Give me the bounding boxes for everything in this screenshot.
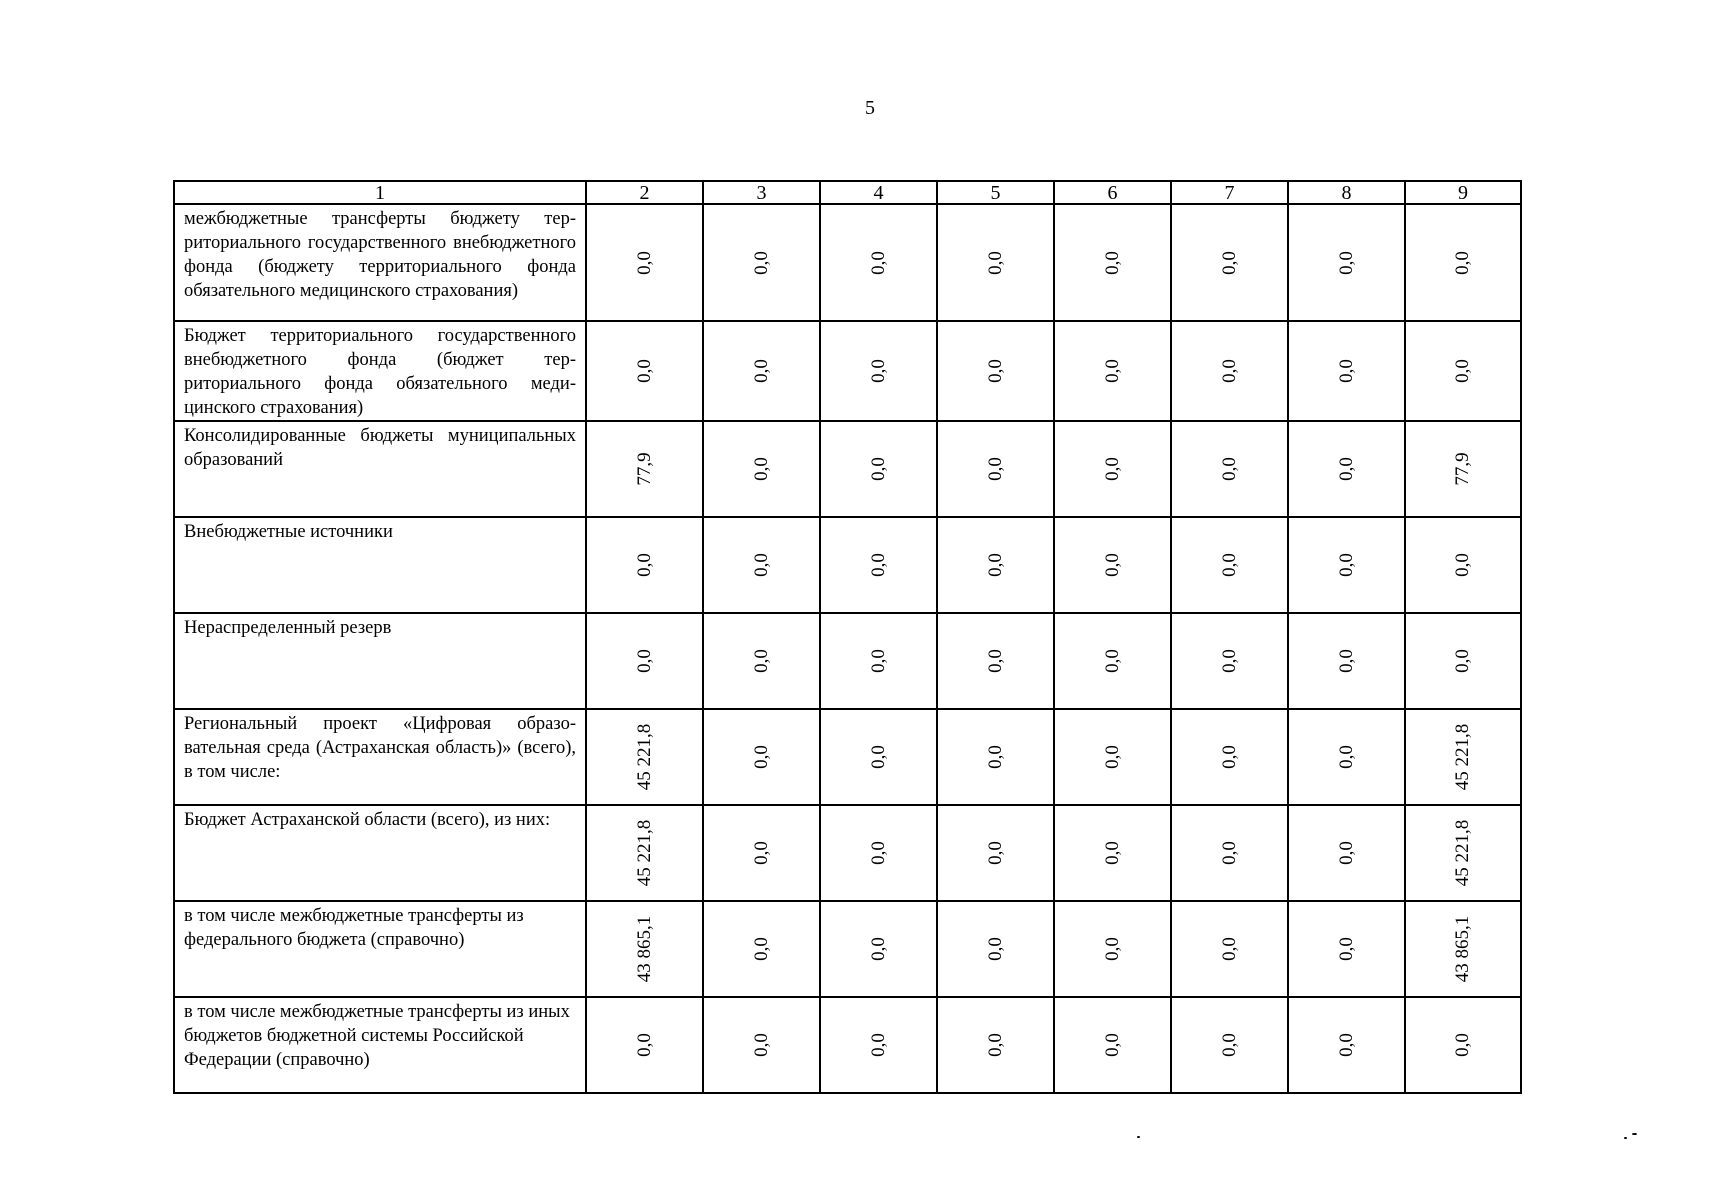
- cell-value: 0,0: [1101, 250, 1123, 275]
- value-cell: [1171, 805, 1288, 901]
- cell-value: 0,0: [984, 553, 1006, 577]
- value-cell: [1054, 517, 1171, 613]
- value-cell: [820, 517, 937, 613]
- cell-value: 0,0: [984, 937, 1006, 961]
- cell-value: 45 221,8: [633, 819, 655, 887]
- cell-value: 0,0: [1335, 649, 1357, 673]
- cell-value: 0,0: [750, 1033, 772, 1057]
- cell-value: 43 865,1: [633, 915, 655, 983]
- value-cell: [1054, 204, 1171, 321]
- value-cell: [1288, 613, 1405, 709]
- row-label: Бюджет территориального государственного внебюджетного фонда (бюджет территориального фонда обязательного медицинского страхования): [174, 321, 586, 421]
- cell-value: 0,0: [633, 553, 655, 577]
- value-cell: [1288, 709, 1405, 805]
- cell-value: 0,0: [867, 553, 889, 577]
- value-cell: [937, 901, 1054, 997]
- cell-value: 0,0: [1452, 1033, 1473, 1057]
- cell-value: 0,0: [750, 250, 772, 275]
- value-cell: [1405, 321, 1521, 421]
- value-cell: [1171, 321, 1288, 421]
- cell-value: 0,0: [984, 649, 1006, 673]
- value-cell: [937, 204, 1054, 321]
- cell-value: 0,0: [1452, 359, 1473, 383]
- table-row: [174, 997, 1521, 1093]
- value-cell: [1054, 421, 1171, 517]
- cell-value: 0,0: [867, 457, 889, 481]
- cell-value: 45 221,8: [1452, 819, 1473, 887]
- cell-value: 0,0: [1452, 250, 1473, 275]
- value-cell: [937, 517, 1054, 613]
- column-header: 7: [1171, 181, 1288, 204]
- cell-value: 0,0: [750, 553, 772, 577]
- cell-value: 0,0: [750, 841, 772, 865]
- scan-speck: [1624, 1137, 1627, 1139]
- column-header: 2: [586, 181, 703, 204]
- value-cell: [703, 204, 820, 321]
- row-label: Консолидированные бюджеты муниципальных образований: [174, 421, 586, 517]
- value-cell: [1171, 421, 1288, 517]
- cell-value: 0,0: [1101, 937, 1123, 961]
- value-cell: [1288, 997, 1405, 1093]
- table-row: [174, 709, 1521, 805]
- value-cell: [820, 204, 937, 321]
- scan-speck: [1632, 1133, 1637, 1135]
- cell-value: 0,0: [867, 1033, 889, 1057]
- value-cell: [820, 421, 937, 517]
- cell-value: 77,9: [1452, 452, 1473, 486]
- cell-value: 0,0: [1335, 841, 1357, 865]
- value-cell: [1054, 805, 1171, 901]
- value-cell: [1288, 517, 1405, 613]
- value-cell: [1405, 709, 1521, 805]
- value-cell: [1405, 517, 1521, 613]
- column-header: 1: [174, 181, 586, 204]
- cell-value: 0,0: [1101, 841, 1123, 865]
- cell-value: 0,0: [1218, 457, 1240, 481]
- cell-value: 0,0: [867, 841, 889, 865]
- cell-value: 0,0: [867, 359, 889, 383]
- value-cell: [937, 321, 1054, 421]
- column-header: 9: [1405, 181, 1521, 204]
- value-cell: [586, 805, 703, 901]
- value-cell: [703, 517, 820, 613]
- value-cell: [703, 613, 820, 709]
- scan-speck: [1137, 1136, 1140, 1138]
- value-cell: [586, 613, 703, 709]
- value-cell: [820, 901, 937, 997]
- value-cell: [1054, 709, 1171, 805]
- cell-value: 0,0: [1218, 649, 1240, 673]
- cell-value: 0,0: [867, 649, 889, 673]
- cell-value: 0,0: [984, 359, 1006, 383]
- cell-value: 0,0: [1101, 457, 1123, 481]
- cell-value: 0,0: [750, 649, 772, 673]
- column-header: 3: [703, 181, 820, 204]
- value-cell: [703, 805, 820, 901]
- table-row: [174, 613, 1521, 709]
- value-cell: [1288, 901, 1405, 997]
- column-header: 5: [937, 181, 1054, 204]
- cell-value: 0,0: [1218, 937, 1240, 961]
- value-cell: [1171, 517, 1288, 613]
- cell-value: 0,0: [750, 937, 772, 961]
- cell-value: 0,0: [1101, 649, 1123, 673]
- cell-value: 0,0: [1335, 553, 1357, 577]
- cell-value: 0,0: [1218, 1033, 1240, 1057]
- value-cell: [1405, 204, 1521, 321]
- cell-value: 77,9: [633, 452, 655, 486]
- value-cell: [820, 805, 937, 901]
- value-cell: [1171, 709, 1288, 805]
- value-cell: [1171, 613, 1288, 709]
- cell-value: 0,0: [1452, 553, 1473, 577]
- value-cell: [586, 709, 703, 805]
- value-cell: [703, 321, 820, 421]
- table-row: [174, 204, 1521, 321]
- cell-value: 0,0: [1335, 745, 1357, 769]
- row-label: в том числе межбюджетные трансферты из иных бюджетов бюджетной системы Российской Федерации (справочно): [174, 997, 586, 1093]
- column-header: 4: [820, 181, 937, 204]
- value-cell: [1054, 321, 1171, 421]
- cell-value: 0,0: [984, 745, 1006, 769]
- value-cell: [1405, 901, 1521, 997]
- value-cell: [1405, 421, 1521, 517]
- value-cell: [1171, 997, 1288, 1093]
- budget-table: [173, 180, 1522, 1094]
- value-cell: [937, 997, 1054, 1093]
- value-cell: [586, 421, 703, 517]
- column-header: 8: [1288, 181, 1405, 204]
- value-cell: [1054, 901, 1171, 997]
- value-cell: [703, 421, 820, 517]
- value-cell: [937, 421, 1054, 517]
- cell-value: 0,0: [633, 359, 655, 383]
- cell-value: 0,0: [1218, 553, 1240, 577]
- value-cell: [586, 997, 703, 1093]
- cell-value: 45 221,8: [633, 723, 655, 791]
- cell-value: 0,0: [984, 457, 1006, 481]
- cell-value: 0,0: [1218, 841, 1240, 865]
- value-cell: [937, 613, 1054, 709]
- value-cell: [820, 709, 937, 805]
- value-cell: [1405, 805, 1521, 901]
- value-cell: [1288, 321, 1405, 421]
- value-cell: [1171, 901, 1288, 997]
- row-label: межбюджетные трансферты бюджету территориального государственного внебюджетного фонда (бюджету территориального фонда обязательного медицинского страхования): [174, 204, 586, 321]
- column-header: 6: [1054, 181, 1171, 204]
- table-row: [174, 517, 1521, 613]
- value-cell: [1288, 204, 1405, 321]
- value-cell: [937, 805, 1054, 901]
- table-row: [174, 805, 1521, 901]
- value-cell: [586, 321, 703, 421]
- value-cell: [1171, 204, 1288, 321]
- cell-value: 0,0: [1335, 359, 1357, 383]
- cell-value: 0,0: [867, 937, 889, 961]
- cell-value: 0,0: [1101, 359, 1123, 383]
- value-cell: [1288, 805, 1405, 901]
- cell-value: 0,0: [1101, 1033, 1123, 1057]
- cell-value: 0,0: [984, 250, 1006, 275]
- row-label: в том числе межбюджетные трансферты из федерального бюджета (справочно): [174, 901, 586, 997]
- cell-value: 0,0: [1218, 250, 1240, 275]
- cell-value: 0,0: [1335, 937, 1357, 961]
- value-cell: [586, 517, 703, 613]
- row-label: Нераспределенный резерв: [174, 613, 586, 709]
- cell-value: 0,0: [984, 841, 1006, 865]
- cell-value: 0,0: [1101, 553, 1123, 577]
- value-cell: [820, 321, 937, 421]
- row-label: Бюджет Астраханской области (всего), из них:: [174, 805, 586, 901]
- cell-value: 0,0: [750, 457, 772, 481]
- table-row: [174, 321, 1521, 421]
- value-cell: [820, 997, 937, 1093]
- cell-value: 0,0: [1452, 649, 1473, 673]
- cell-value: 0,0: [1218, 359, 1240, 383]
- cell-value: 0,0: [1335, 250, 1357, 275]
- table-row: [174, 901, 1521, 997]
- row-label: Внебюджетные источники: [174, 517, 586, 613]
- cell-value: 0,0: [1335, 457, 1357, 481]
- value-cell: [1054, 613, 1171, 709]
- value-cell: [703, 901, 820, 997]
- page-number: 5: [865, 97, 875, 119]
- cell-value: 0,0: [1218, 745, 1240, 769]
- cell-value: 0,0: [633, 1033, 655, 1057]
- value-cell: [703, 997, 820, 1093]
- cell-value: 0,0: [867, 250, 889, 275]
- value-cell: [1054, 997, 1171, 1093]
- cell-value: 0,0: [867, 745, 889, 769]
- cell-value: 0,0: [1101, 745, 1123, 769]
- cell-value: 0,0: [633, 649, 655, 673]
- table-row: [174, 421, 1521, 517]
- cell-value: 0,0: [750, 359, 772, 383]
- value-cell: [703, 709, 820, 805]
- value-cell: [820, 613, 937, 709]
- cell-value: 0,0: [984, 1033, 1006, 1057]
- value-cell: [937, 709, 1054, 805]
- cell-value: 0,0: [1335, 1033, 1357, 1057]
- cell-value: 0,0: [633, 250, 655, 275]
- row-label: Региональный проект «Цифровая образовательная среда (Астраханская область)» (всего), в том числе:: [174, 709, 586, 805]
- value-cell: [1405, 613, 1521, 709]
- value-cell: [1288, 421, 1405, 517]
- cell-value: 0,0: [750, 745, 772, 769]
- value-cell: [586, 204, 703, 321]
- column-number-row: [174, 181, 1521, 204]
- cell-value: 45 221,8: [1452, 723, 1473, 791]
- value-cell: [1405, 997, 1521, 1093]
- cell-value: 43 865,1: [1452, 915, 1473, 983]
- value-cell: [586, 901, 703, 997]
